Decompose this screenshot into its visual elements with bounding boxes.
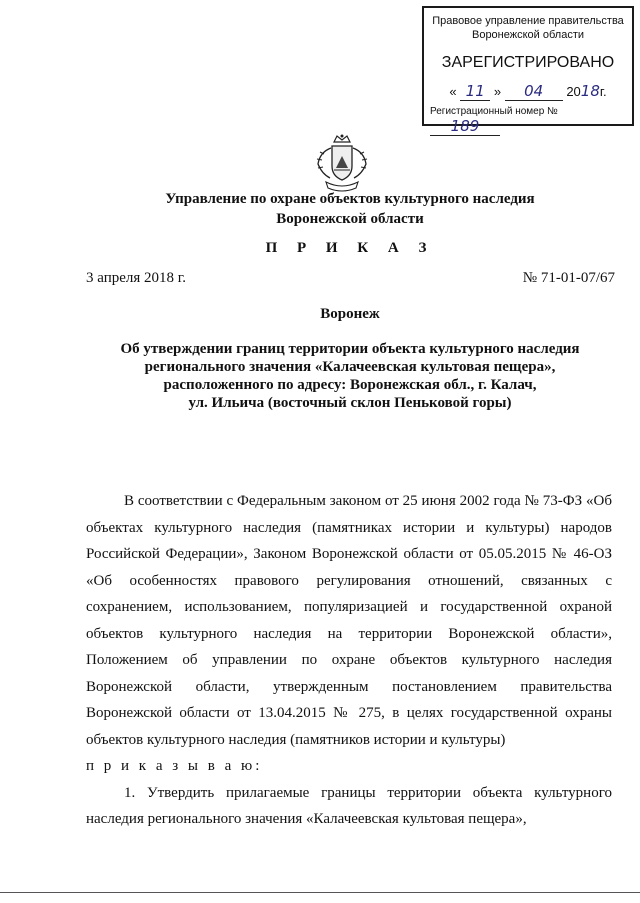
document-city: Воронеж	[320, 306, 380, 322]
stamp-date	[424, 82, 632, 101]
body-paragraph-preamble: В соответствии с Федеральным законом от 25 июня 2002 года № 73-ФЗ «Об объектах культурного наследия (памятниках истории и культуры) народов Российской Федерации», Законом Воронежской области от 05.05.2015 № 46-ОЗ «Об особенностях правового регулирования отношений, связанных с сохранением, использованием, популяризацией и государственной охраной объектов культурного наследия на территории Воронежской области», Положением об управлении по охране объектов культурного наследия Воронежской области, утвержденным постановлением правительства Воронежской области от 13.04.2015 № 275, в целях государственной охраны объектов культурного наследия (памятников истории и культуры)	[86, 493, 612, 748]
stamp-date-year-prefix: 20	[566, 84, 581, 99]
stamp-line2: Воронежской области	[471, 29, 584, 41]
document-type: П Р И К А З	[265, 240, 435, 256]
stamp-line1: Правовое управление правительства	[432, 15, 624, 27]
stamp-date-day-field	[460, 82, 490, 101]
registration-stamp	[422, 6, 634, 135]
coat-of-arms-icon	[312, 134, 372, 194]
stamp-date-month: 04	[524, 82, 544, 100]
stamp-date-open-quote: «	[449, 84, 457, 99]
subject-line4: ул. Ильича (восточный склон Пеньковой горы)	[188, 395, 512, 411]
organization-name	[0, 189, 640, 229]
document-number: № 71-01-07/67	[522, 270, 615, 286]
stamp-date-suffix: г.	[599, 84, 607, 99]
stamp-reg-field	[430, 117, 500, 136]
body-order-word: п р и к а з ы в а ю:	[86, 758, 263, 774]
stamp-date-month-field	[505, 82, 563, 101]
document-subject	[0, 340, 640, 412]
stamp-reg-label: Регистрационный номер №	[430, 106, 558, 117]
stamp-registered: ЗАРЕГИСТРИРОВАНО	[441, 54, 615, 71]
subject-line1: Об утверждении границ территории объекта культурного наследия	[120, 341, 580, 357]
stamp-date-year: 18	[580, 82, 600, 100]
stamp-registration-number	[430, 106, 628, 136]
stamp-date-close-quote: »	[493, 84, 502, 99]
subject-line2: регионального значения «Калачеевская культовая пещера»,	[144, 359, 556, 375]
org-line2: Воронежской области	[276, 211, 424, 227]
body-paragraph-item1: 1. Утвердить прилагаемые границы территории объекта культурного наследия регионального значения «Калачеевская культовая пещера»,	[86, 784, 612, 827]
document-date: 3 апреля 2018 г.	[86, 270, 186, 286]
org-line1: Управление по охране объектов культурного наследия	[165, 191, 535, 207]
page-bottom-edge	[0, 892, 640, 893]
subject-line3: расположенного по адресу: Воронежская обл., г. Калач,	[163, 377, 537, 393]
stamp-reg-number: 189	[450, 117, 480, 135]
document-body	[86, 488, 612, 833]
stamp-date-day: 11	[465, 82, 485, 100]
